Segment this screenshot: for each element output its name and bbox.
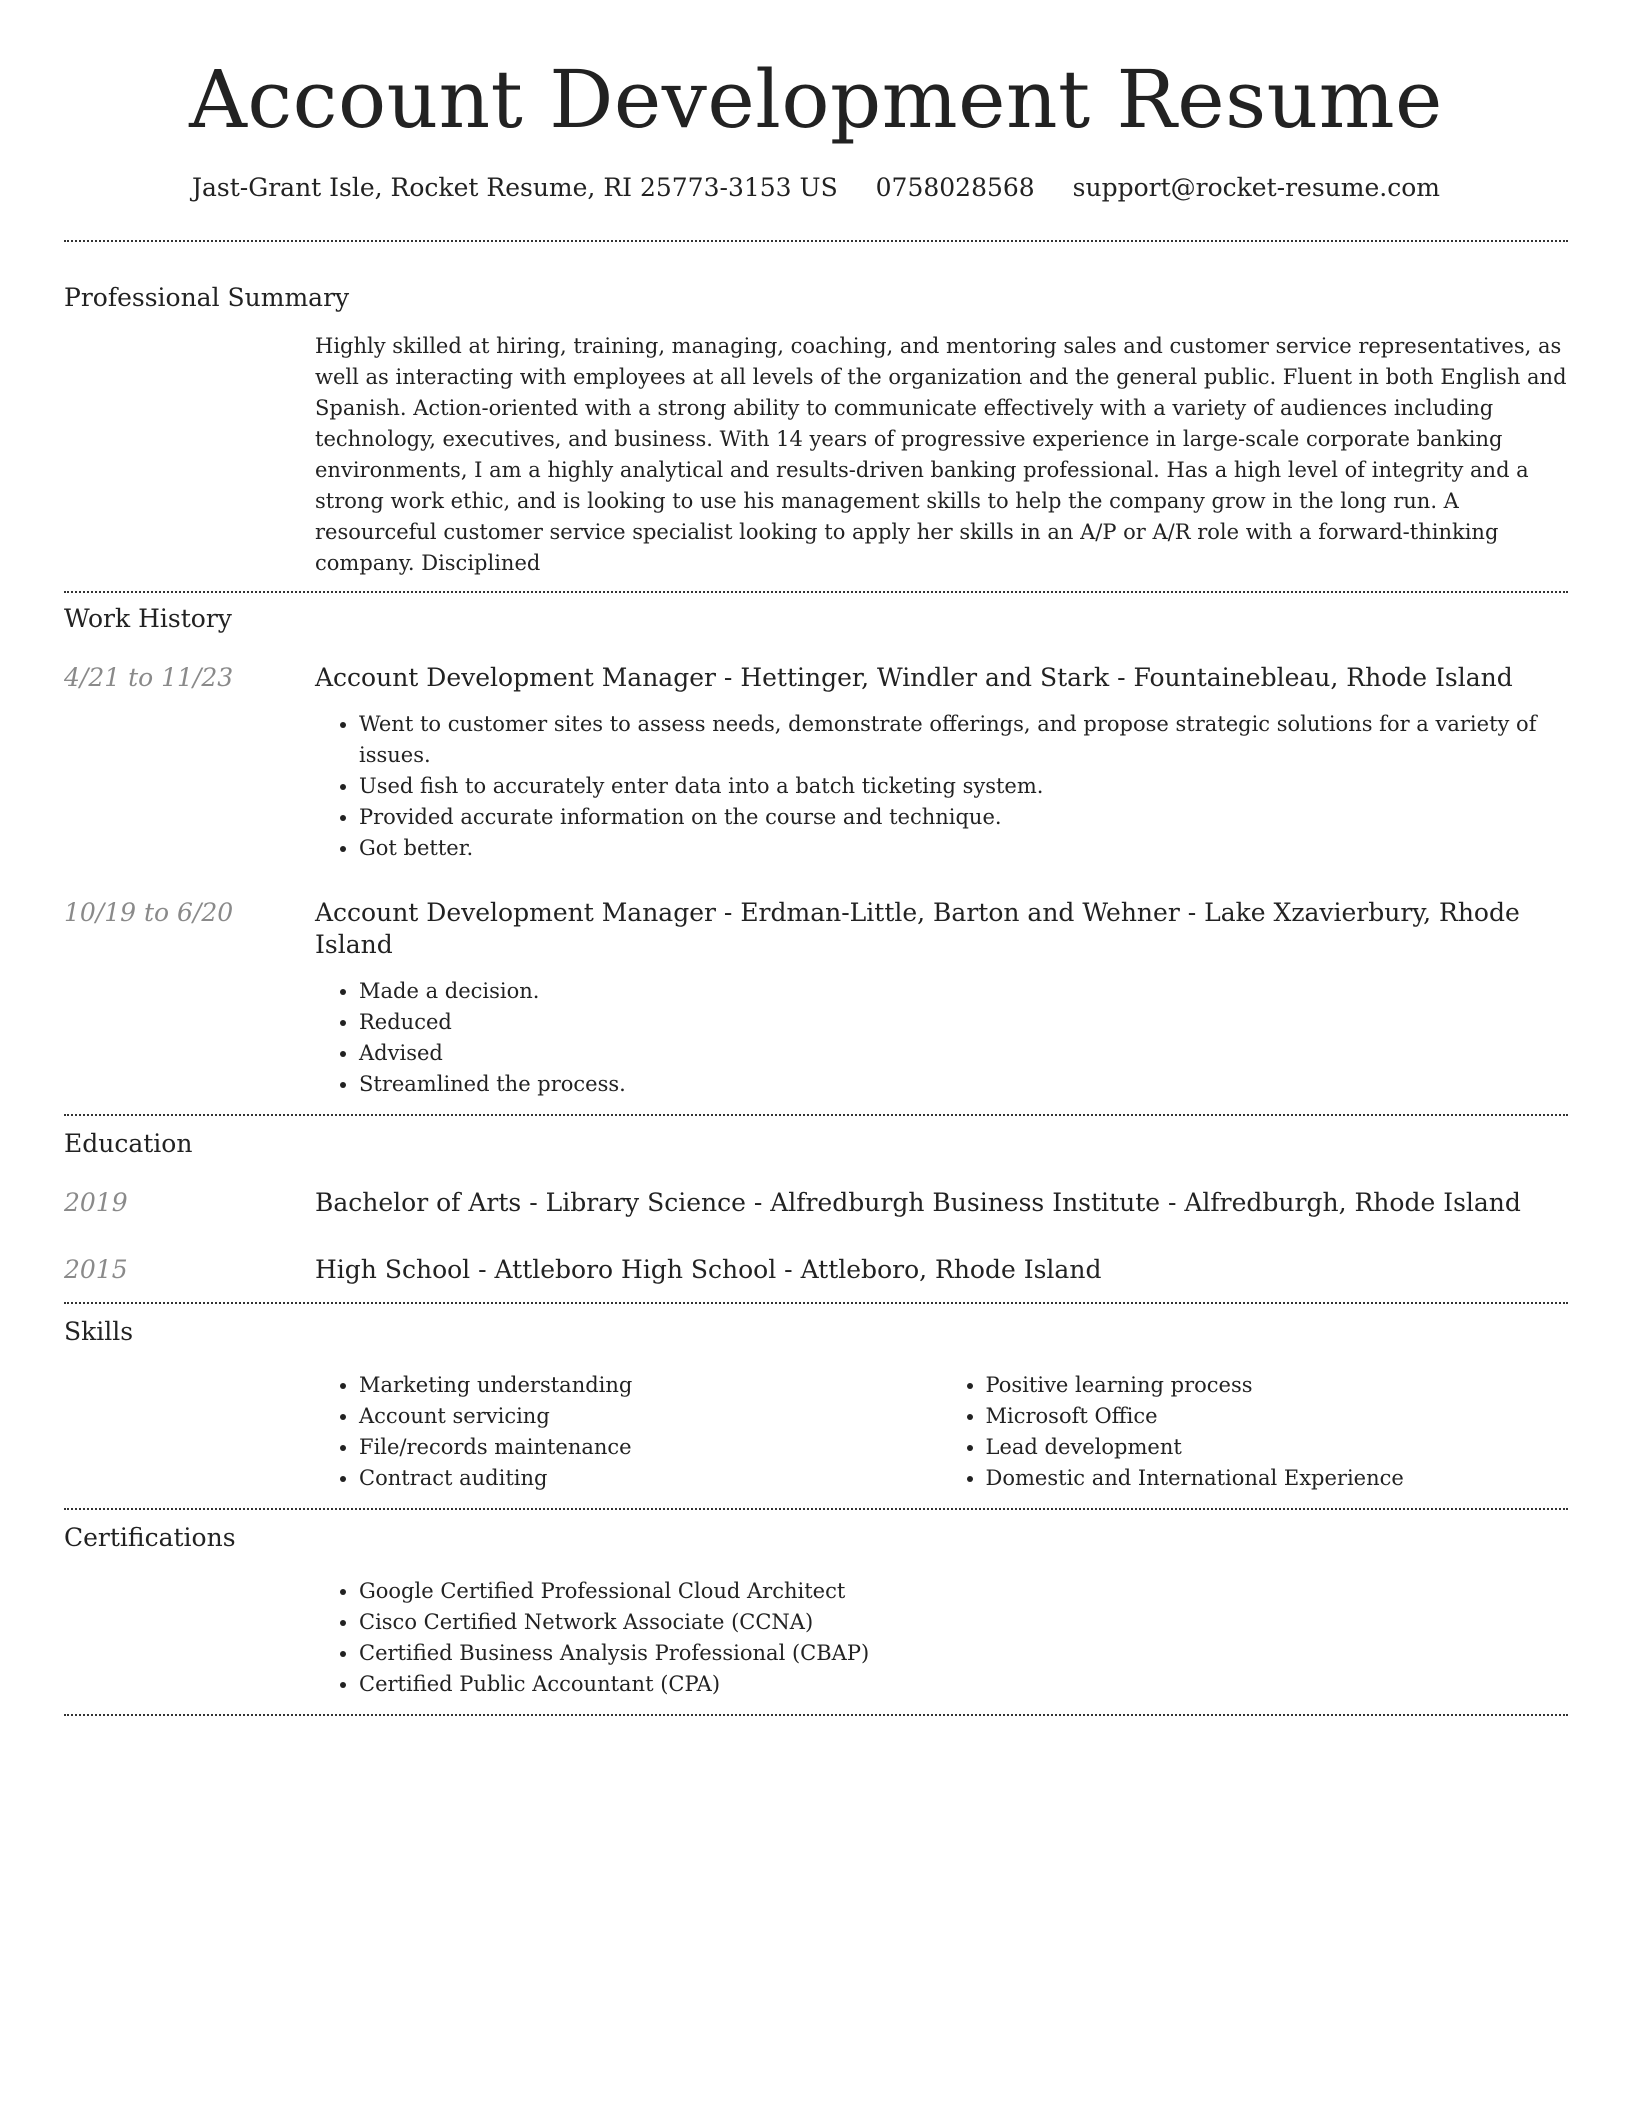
list-item: • Lead development — [986, 1432, 1569, 1463]
job-bullets — [315, 709, 1568, 864]
list-item: • Made a decision. — [359, 976, 1568, 1007]
skills-section — [64, 1304, 1568, 1508]
education-year: 2015 — [64, 1255, 128, 1284]
list-item: • Provided accurate information on the course and technique. — [359, 802, 1568, 833]
contact-address: Jast-Grant Isle, Rocket Resume, RI 25773-3153 US — [192, 173, 838, 202]
list-item: • Went to customer sites to assess needs, demonstrate offerings, and propose strategic solutions for a variety of issues. — [359, 709, 1568, 771]
summary-text: Highly skilled at hiring, training, managing, coaching, and mentoring sales and customer service representatives, as well as interacting with employees at all levels of the organization and the general public. Fluent in both English and Spanish. Action-oriented with a strong ability to communicate effectively with a variety of audiences including technology, executives, and business. With 14 years of progressive experience in large-scale corporate banking environments, I am a highly analytical and results-driven banking professional. Has a high level of integrity and a strong work ethic, and is looking to use his management skills to help the company grow in the long run. A resourceful customer service specialist looking to apply her skills in an A/P or A/R role with a forward-thinking company. Disciplined — [315, 334, 1567, 575]
education-section — [64, 1116, 1568, 1302]
separator: - — [715, 898, 741, 927]
separator: - — [1109, 663, 1134, 692]
skills-list-right — [942, 1370, 1569, 1494]
education-location: Attleboro, Rhode Island — [800, 1255, 1102, 1284]
list-item: • Streamlined the process. — [359, 1069, 1568, 1100]
section-divider — [64, 1714, 1568, 1716]
contact-email: support@rocket-resume.com — [1072, 173, 1440, 202]
separator: - — [715, 663, 741, 692]
job-bullets — [315, 976, 1568, 1100]
separator: - — [776, 1255, 801, 1284]
list-item: • Microsoft Office — [986, 1401, 1569, 1432]
job-heading — [315, 897, 1568, 961]
list-item: • Account servicing — [359, 1401, 942, 1432]
section-heading-certifications: Certifications — [64, 1523, 236, 1552]
certifications-section — [64, 1510, 1568, 1714]
list-item: • Used fish to accurately enter data into a batch ticketing system. — [359, 771, 1568, 802]
job-entry — [64, 662, 1568, 864]
list-item: • Certified Public Accountant (CPA) — [359, 1669, 1568, 1700]
job-heading — [315, 662, 1568, 694]
separator: - — [1179, 898, 1205, 927]
certifications-list — [315, 1576, 1568, 1700]
education-school: Alfredburgh Business Institute — [770, 1188, 1161, 1217]
education-entry — [64, 1254, 1568, 1302]
section-heading-work: Work History — [64, 604, 232, 633]
job-company: Hettinger, Windler and Stark — [740, 663, 1110, 692]
job-dates: 4/21 to 11/23 — [64, 663, 234, 692]
education-location: Alfredburgh, Rhode Island — [1184, 1188, 1521, 1217]
list-item: • Advised — [359, 1038, 1568, 1069]
list-item: • Certified Business Analysis Professional (CBAP) — [359, 1638, 1568, 1669]
job-title: Account Development Manager — [315, 898, 716, 927]
summary-section — [64, 242, 1568, 591]
education-school: Attleboro High School — [494, 1255, 777, 1284]
contact-phone: 0758028568 — [875, 173, 1035, 202]
list-item: • Positive learning process — [986, 1370, 1569, 1401]
list-item: • Contract auditing — [359, 1463, 942, 1494]
work-history-section — [64, 593, 1568, 1114]
separator: - — [521, 1188, 546, 1217]
education-degree: Bachelor of Arts — [315, 1188, 522, 1217]
list-item: • Marketing understanding — [359, 1370, 942, 1401]
separator: - — [745, 1188, 771, 1217]
education-year: 2019 — [64, 1188, 128, 1217]
education-entry — [64, 1187, 1568, 1219]
education-field: Library Science — [545, 1188, 746, 1217]
section-heading-skills: Skills — [64, 1317, 134, 1346]
resume-page — [64, 0, 1568, 1716]
education-heading — [315, 1187, 1568, 1219]
section-heading-summary: Professional Summary — [64, 283, 350, 312]
job-company: Erdman-Little, Barton and Wehner — [740, 898, 1180, 927]
section-heading-education: Education — [64, 1129, 193, 1158]
list-item: • Reduced — [359, 1007, 1568, 1038]
education-heading — [315, 1254, 1568, 1286]
list-item: • File/records maintenance — [359, 1432, 942, 1463]
list-item: • Google Certified Professional Cloud Architect — [359, 1576, 1568, 1607]
separator: - — [1160, 1188, 1185, 1217]
list-item: • Cisco Certified Network Associate (CCNA) — [359, 1607, 1568, 1638]
education-degree: High School — [315, 1255, 471, 1284]
job-entry — [64, 897, 1568, 1114]
job-location: Lake Xzavierbury, Rhode Island — [315, 898, 1520, 959]
job-dates: 10/19 to 6/20 — [64, 898, 234, 927]
skills-list-left — [315, 1370, 942, 1494]
list-item: • Domestic and International Experience — [986, 1463, 1569, 1494]
resume-title: Account Development Resume — [189, 53, 1443, 146]
separator: - — [470, 1255, 495, 1284]
contact-line — [64, 172, 1568, 204]
job-title: Account Development Manager — [315, 663, 716, 692]
list-item: • Got better. — [359, 833, 1568, 864]
job-location: Fountainebleau, Rhode Island — [1133, 663, 1513, 692]
